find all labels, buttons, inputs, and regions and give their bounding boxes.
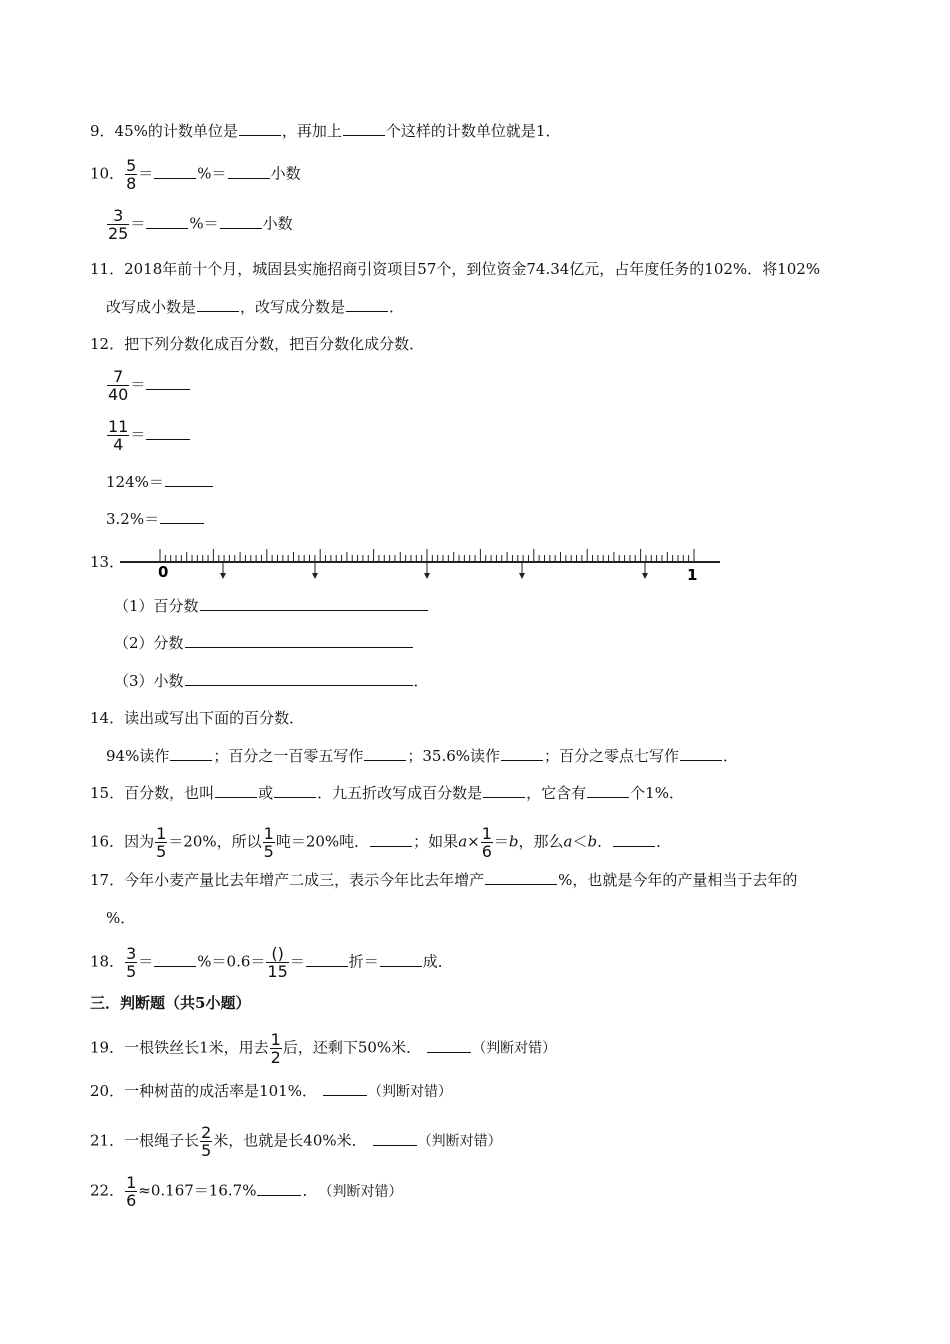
- answer-blank[interactable]: [170, 746, 212, 761]
- answer-blank[interactable]: [370, 832, 412, 847]
- answer-blank[interactable]: [427, 1038, 471, 1053]
- ruler-ticks: [120, 549, 720, 562]
- answer-blank[interactable]: [220, 214, 262, 229]
- answer-blank[interactable]: [165, 472, 213, 487]
- question-13-number: 13．: [90, 553, 125, 571]
- answer-blank[interactable]: [185, 633, 413, 648]
- ruler-arrow-head: [519, 573, 525, 579]
- answer-blank[interactable]: [306, 952, 348, 967]
- question-13-part-3: （3）小数 ．: [114, 672, 429, 690]
- ruler-label-zero: 0: [158, 563, 169, 581]
- number-line-ruler: [118, 544, 722, 586]
- question-10-line-1: 10． $\frac{5}{8}$ ＝ %＝ 小数: [90, 156, 301, 193]
- question-15: 15．百分数，也叫 或 ．九五折改写成百分数是 ，它含有 个1%．: [90, 784, 684, 802]
- answer-blank[interactable]: [323, 1081, 367, 1096]
- answer-blank[interactable]: [373, 1131, 417, 1146]
- fraction: $\frac{1}{5}$: [263, 824, 274, 861]
- question-17-line-1: 17．今年小麦产量比去年增产二成三，表示今年比去年增产 %，也就是今年的产量相当于去年的: [90, 871, 798, 889]
- question-14: 14．读出或写出下面的百分数．: [90, 709, 305, 727]
- ruler-arrow-head: [220, 573, 226, 579]
- answer-blank[interactable]: [215, 783, 257, 798]
- question-11-line-2: 改写成小数是 ，改写成分数是 ．: [106, 298, 405, 316]
- question-10-line-2: $\frac{3}{25}$ ＝ %＝ 小数: [108, 206, 293, 243]
- answer-blank[interactable]: [160, 509, 204, 524]
- ruler-arrows: [220, 562, 648, 579]
- answer-blank[interactable]: [257, 1181, 301, 1196]
- fraction: $\frac{1}{2}$: [270, 1030, 281, 1067]
- question-20: 20．一种树苗的成活率是101%． （判断对错）: [90, 1082, 452, 1100]
- answer-blank[interactable]: [501, 746, 543, 761]
- answer-blank[interactable]: [154, 164, 196, 179]
- question-12-item-2: $\frac{11}{4}$ ＝: [106, 418, 191, 453]
- answer-blank[interactable]: [200, 596, 428, 611]
- answer-blank[interactable]: [239, 121, 281, 136]
- section-heading: 三．判断题（共5小题）: [90, 994, 251, 1012]
- ruler-arrow-head: [424, 573, 430, 579]
- answer-blank[interactable]: [587, 783, 629, 798]
- question-19: 19．一根铁丝长1米，用去 $\frac{1}{2}$ 后，还剩下50%米． （判断对错）: [90, 1030, 557, 1067]
- fraction: $\frac{5}{8}$: [126, 156, 137, 193]
- answer-blank[interactable]: [274, 783, 316, 798]
- ruler-arrow-head: [642, 573, 648, 579]
- answer-blank[interactable]: [185, 671, 413, 686]
- answer-blank[interactable]: [613, 832, 655, 847]
- answer-blank[interactable]: [364, 746, 406, 761]
- answer-blank[interactable]: [146, 214, 188, 229]
- answer-blank[interactable]: [380, 952, 422, 967]
- fraction: $\frac{11}{4}$: [108, 417, 129, 454]
- question-14-items: 94%读作 ；百分之一百零五写作 ；35.6%读作 ；百分之零点七写作 ．: [106, 747, 739, 765]
- fraction: $\frac{2}{5}$: [201, 1123, 212, 1160]
- question-18: 18． $\frac{3}{5}$ ＝ %＝0.6＝ $\frac{()}{15}$ ＝ 折＝ 成．: [90, 944, 453, 981]
- fraction: $\frac{1}{6}$: [481, 824, 492, 861]
- fraction: $\frac{3}{25}$: [108, 206, 129, 243]
- question-11-line-1: 11．2018年前十个月，城固县实施招商引资项目57个，到位资金74.34亿元，占年度任务的102%．将102%: [90, 260, 821, 278]
- question-16: 16．因为 $\frac{1}{5}$ ＝20%，所以 $\frac{1}{5}$ 吨＝20%吨． ；如果a× $\frac{1}{6}$ ＝b，那么a＜b． ．: [90, 824, 672, 861]
- answer-blank[interactable]: [483, 783, 525, 798]
- question-12-item-1: $\frac{7}{40}$ ＝: [106, 368, 191, 403]
- answer-blank[interactable]: [197, 297, 239, 312]
- question-13-part-1: （1）百分数: [114, 596, 429, 616]
- ruler-label-one: 1: [687, 566, 698, 584]
- fraction: $\frac{3}{5}$: [126, 944, 137, 981]
- question-12-item-3: 124%＝: [106, 472, 214, 492]
- answer-blank[interactable]: [146, 425, 190, 440]
- ruler-arrow-head: [312, 573, 318, 579]
- fraction: $\frac{()}{15}$: [267, 944, 288, 981]
- fraction: $\frac{7}{40}$: [108, 367, 129, 404]
- answer-blank[interactable]: [228, 164, 270, 179]
- question-13-part-2: （2）分数: [114, 633, 414, 653]
- question-9: 9．45%的计数单位是 ，再加上 个这样的计数单位就是1．: [90, 122, 561, 140]
- fraction: $\frac{1}{5}$: [156, 824, 167, 861]
- question-12-item-4: 3.2%＝: [106, 509, 205, 529]
- question-21: 21．一根绳子长 $\frac{2}{5}$ 米，也就是长40%米． （判断对错）: [90, 1123, 502, 1160]
- answer-blank[interactable]: [485, 870, 557, 885]
- answer-blank[interactable]: [346, 297, 388, 312]
- answer-blank[interactable]: [680, 746, 722, 761]
- fraction: $\frac{1}{6}$: [126, 1173, 137, 1210]
- answer-blank[interactable]: [146, 375, 190, 390]
- question-12: 12．把下列分数化成百分数，把百分数化成分数．: [90, 335, 425, 353]
- answer-blank[interactable]: [343, 121, 385, 136]
- question-17-line-2: %．: [106, 909, 136, 927]
- answer-blank[interactable]: [154, 952, 196, 967]
- question-22: 22． $\frac{1}{6}$ ≈0.167＝16.7% ． （判断对错）: [90, 1173, 403, 1210]
